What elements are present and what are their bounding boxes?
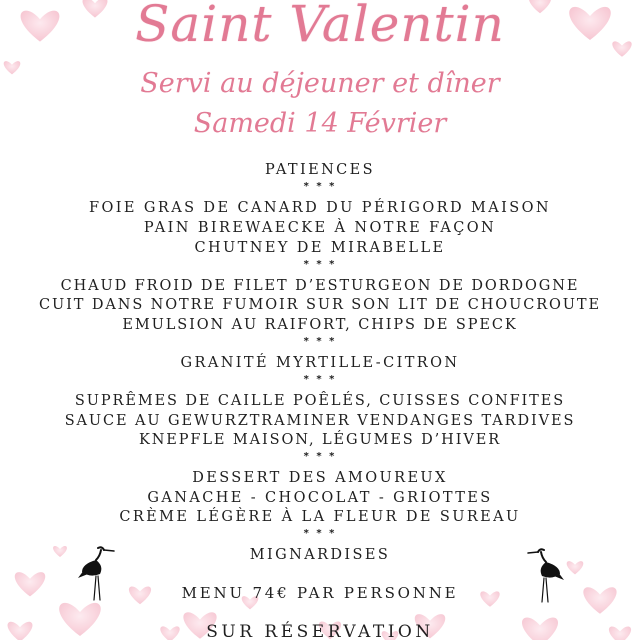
menu-course2-line1: CHAUD FROID DE FILET D’ESTURGEON DE DORDOGNE	[60, 278, 580, 294]
separator: * * *	[303, 181, 337, 192]
separator: * * *	[303, 374, 337, 385]
menu-course2-line3: EMULSION AU RAIFORT, CHIPS DE SPECK	[122, 317, 518, 333]
separator: * * *	[303, 451, 337, 462]
menu-course1-line1: FOIE GRAS DE CANARD DU PÉRIGORD MAISON	[89, 200, 551, 216]
menu-course4-line1: SUPRÊMES DE CAILLE POÊLÉS, CUISSES CONFITES	[74, 393, 566, 409]
separator: * * *	[303, 528, 337, 539]
separator: * * *	[303, 336, 337, 347]
menu-course4-line2: SAUCE AU GEWURZTRAMINER VENDANGES TARDIVES	[64, 413, 576, 429]
menu-course1-line2: PAIN BIREWAECKE À NOTRE FAÇON	[143, 220, 497, 236]
menu-patiences: PATIENCES	[265, 162, 375, 178]
menu-course2-line2: CUIT DANS NOTRE FUMOIR SUR SON LIT DE CHOUCROUTE	[39, 297, 601, 313]
stork-icon-left	[74, 542, 118, 604]
menu-course1-line3: CHUTNEY DE MIRABELLE	[194, 240, 446, 256]
menu-course5-line2: GANACHE - CHOCOLAT - GRIOTTES	[147, 490, 493, 506]
stork-icon-right	[524, 544, 568, 606]
menu-course5-line1: DESSERT DES AMOUREUX	[192, 470, 448, 486]
menu-price: MENU 74€ PAR PERSONNE	[181, 584, 459, 602]
menu-mignardises: MIGNARDISES	[249, 547, 391, 563]
page-title: Saint Valentin	[135, 0, 505, 53]
subtitle-service: Servi au déjeuner et dîner	[140, 68, 500, 99]
menu-course4-line3: KNEPFLE MAISON, LÉGUMES D’HIVER	[138, 432, 502, 448]
menu-course3: GRANITÉ MYRTILLE-CITRON	[180, 355, 460, 371]
separator: * * *	[303, 259, 337, 270]
subtitle-date: Samedi 14 Février	[193, 108, 447, 139]
reservation-note: SUR RÉSERVATION	[206, 622, 434, 642]
menu-course5-line3: CRÈME LÉGÈRE À LA FLEUR DE SUREAU	[119, 509, 521, 525]
